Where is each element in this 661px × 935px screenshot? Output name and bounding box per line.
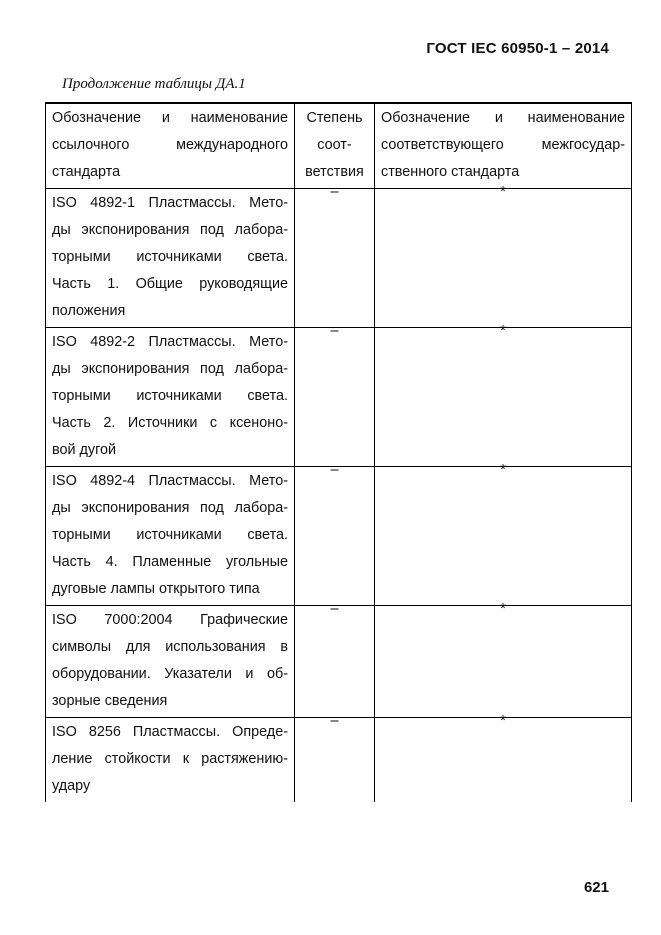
cell-line: ISO 4892-4 Пластмассы. Мето- bbox=[52, 473, 288, 489]
national-value: * bbox=[500, 462, 506, 478]
international-standard-cell bbox=[46, 189, 295, 328]
correspondence-degree-cell bbox=[295, 184, 375, 328]
national-standard-cell bbox=[375, 184, 632, 328]
correspondence-degree-cell bbox=[295, 601, 375, 718]
cell-line: торными источниками света. bbox=[52, 249, 288, 265]
degree-value: – bbox=[330, 713, 339, 729]
cell-line: Часть 4. Пламенные угольные bbox=[52, 554, 288, 570]
correspondence-degree-cell bbox=[295, 462, 375, 606]
cell-line: оборудовании. Указатели и об- bbox=[52, 666, 288, 682]
header-line: Степень bbox=[306, 110, 363, 126]
header-national-standard bbox=[375, 103, 632, 189]
cell-line: Часть 1. Общие руководящие bbox=[52, 276, 288, 292]
national-value: * bbox=[500, 713, 506, 729]
cell-line: положения bbox=[52, 303, 126, 319]
header-line: соответствующего межгосудар- bbox=[381, 137, 625, 153]
cell-line: торными источниками света. bbox=[52, 388, 288, 404]
cell-line: удару bbox=[52, 778, 91, 794]
national-standard-cell bbox=[375, 601, 632, 718]
national-standard-cell bbox=[375, 462, 632, 606]
cell-line: ды экспонирования под лабора- bbox=[52, 361, 288, 377]
international-standard-cell bbox=[46, 606, 295, 718]
correspondence-degree-cell bbox=[295, 323, 375, 467]
cell-line: ление стойкости к растяжению- bbox=[52, 751, 288, 767]
correspondence-degree-cell bbox=[295, 713, 375, 803]
cell-line: ды экспонирования под лабора- bbox=[52, 222, 288, 238]
table-row bbox=[46, 467, 632, 606]
cell-line: дуговые лампы открытого типа bbox=[52, 581, 260, 597]
table-row bbox=[46, 328, 632, 467]
cell-line: символы для использования в bbox=[52, 639, 288, 655]
cell-line: ISO 4892-2 Пластмассы. Мето- bbox=[52, 334, 288, 350]
header-correspondence-degree bbox=[295, 103, 375, 189]
header-line: соот- bbox=[317, 137, 352, 153]
degree-value: – bbox=[330, 462, 339, 478]
table-caption: Продолжение таблицы ДА.1 bbox=[62, 76, 246, 92]
header-line: Обозначение и наименование bbox=[381, 110, 625, 126]
header-line: Обозначение и наименование bbox=[52, 110, 288, 126]
international-standard-cell bbox=[46, 718, 295, 803]
table-header-row bbox=[46, 103, 632, 189]
national-standard-cell bbox=[375, 323, 632, 467]
degree-value: – bbox=[330, 184, 339, 200]
table-row bbox=[46, 189, 632, 328]
international-standard-cell bbox=[46, 467, 295, 606]
national-value: * bbox=[500, 601, 506, 617]
document-standard-code: ГОСТ IEC 60950-1 – 2014 bbox=[426, 40, 609, 57]
header-line: ссылочного международного bbox=[52, 137, 288, 153]
standards-correspondence-table bbox=[45, 102, 632, 802]
national-value: * bbox=[500, 184, 506, 200]
cell-line: ISO 7000:2004 Графические bbox=[52, 612, 288, 628]
national-value: * bbox=[500, 323, 506, 339]
table-row bbox=[46, 606, 632, 718]
page-number: 621 bbox=[583, 879, 609, 896]
cell-line: ISO 4892-1 Пластмассы. Мето- bbox=[52, 195, 288, 211]
international-standard-cell bbox=[46, 328, 295, 467]
cell-line: зорные сведения bbox=[52, 693, 168, 709]
national-standard-cell bbox=[375, 713, 632, 803]
header-line: ветствия bbox=[305, 164, 364, 180]
degree-value: – bbox=[330, 601, 339, 617]
cell-line: торными источниками света. bbox=[52, 527, 288, 543]
header-line: ственного стандарта bbox=[381, 164, 520, 180]
header-line: стандарта bbox=[52, 164, 121, 180]
cell-line: ды экспонирования под лабора- bbox=[52, 500, 288, 516]
degree-value: – bbox=[330, 323, 339, 339]
cell-line: Часть 2. Источники с ксеноно- bbox=[52, 415, 288, 431]
table-row bbox=[46, 718, 632, 803]
cell-line: вой дугой bbox=[52, 442, 117, 458]
header-international-standard bbox=[46, 103, 295, 189]
cell-line: ISO 8256 Пластмассы. Опреде- bbox=[52, 724, 288, 740]
